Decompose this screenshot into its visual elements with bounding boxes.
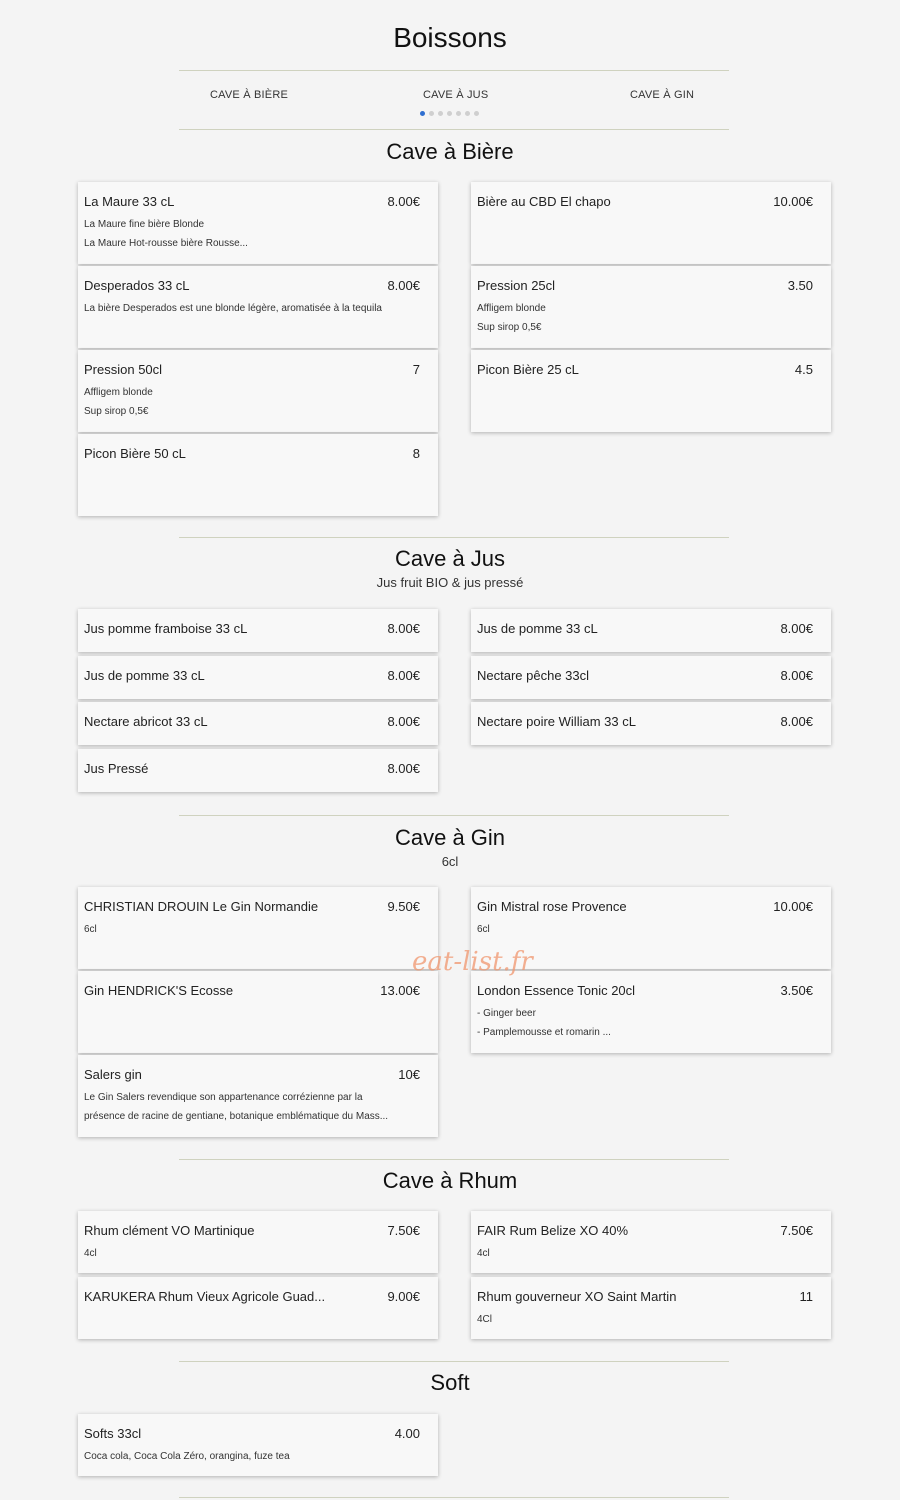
item-description: [477, 1310, 817, 1329]
carousel-dot[interactable]: [456, 111, 461, 116]
item-name: Pression 50cl: [84, 362, 163, 377]
menu-item-card[interactable]: [78, 182, 438, 264]
item-name: Gin HENDRICK'S Ecosse: [84, 983, 234, 998]
item-description: [84, 1244, 424, 1263]
menu-item-card[interactable]: [78, 609, 438, 652]
item-price: 7.50€: [780, 1223, 813, 1238]
item-price: 8.00€: [387, 278, 420, 293]
menu-item-card[interactable]: [78, 266, 438, 348]
section-subtitle-gin: 6cl: [441, 854, 459, 869]
menu-item-card[interactable]: [78, 971, 438, 1053]
menu-item-card[interactable]: [471, 971, 831, 1053]
item-price: 9.50€: [387, 899, 420, 914]
menu-item-card[interactable]: [78, 887, 438, 969]
item-name: Rhum clément VO Martinique: [84, 1223, 255, 1238]
item-price: 13.00€: [380, 983, 420, 998]
item-name: London Essence Tonic 20cl: [477, 983, 636, 998]
item-description-line: Sup sirop 0,5€: [84, 406, 149, 417]
menu-item-card[interactable]: [471, 266, 831, 348]
item-price: 8.00€: [387, 621, 420, 636]
item-price: 8.00€: [387, 714, 420, 729]
section-title-gin: Cave à Gin: [394, 825, 506, 850]
item-name: Jus de pomme 33 cL: [84, 668, 205, 683]
item-name: Pression 25cl: [477, 278, 556, 293]
item-description: [84, 383, 424, 421]
item-description: [477, 299, 817, 337]
item-description-line: Coca cola, Coca Cola Zéro, orangina, fuze tea: [84, 1451, 290, 1462]
item-price: 4.00: [394, 1426, 420, 1441]
item-name: Picon Bière 25 cL: [477, 362, 579, 377]
menu-item-card[interactable]: [471, 182, 831, 264]
item-name: Nectare abricot 33 cL: [84, 714, 208, 729]
item-price: 8.00€: [780, 668, 813, 683]
divider: [179, 815, 729, 816]
carousel-dot[interactable]: [447, 111, 452, 116]
item-description-line: La Maure Hot-rousse bière Rousse...: [84, 238, 248, 249]
item-description-line: - Pamplemousse et romarin ...: [477, 1027, 611, 1038]
item-price: 8.00€: [387, 668, 420, 683]
item-price: 7: [412, 362, 420, 377]
menu-item-card[interactable]: [78, 434, 438, 516]
item-price: 3.50: [787, 278, 813, 293]
menu-item-card[interactable]: [78, 749, 438, 792]
category-tabs: [0, 89, 900, 105]
item-description-line: présence de racine de gentiane, botanique emblématique du Mass...: [84, 1111, 389, 1122]
menu-item-card[interactable]: [471, 609, 831, 652]
item-description: [84, 1447, 424, 1466]
item-description-line: 4Cl: [477, 1314, 493, 1325]
item-description-line: La Maure fine bière Blonde: [84, 219, 205, 230]
menu-item-card[interactable]: [78, 1055, 438, 1137]
item-description: [84, 299, 424, 318]
divider: [179, 1497, 729, 1498]
divider: [179, 1361, 729, 1362]
menu-item-card[interactable]: [471, 1211, 831, 1273]
menu-item-card[interactable]: [78, 1211, 438, 1273]
menu-item-card[interactable]: [78, 702, 438, 745]
item-description: [477, 1244, 817, 1263]
menu-item-card[interactable]: [78, 1277, 438, 1339]
item-price: 7.50€: [387, 1223, 420, 1238]
divider: [179, 537, 729, 538]
item-name: Jus pomme framboise 33 cL: [84, 621, 248, 636]
item-name: Jus de pomme 33 cL: [477, 621, 598, 636]
item-name: La Maure 33 cL: [84, 194, 175, 209]
item-price: 10.00€: [773, 899, 813, 914]
item-name: Rhum gouverneur XO Saint Martin: [477, 1289, 677, 1304]
tab-cave-a-biere[interactable]: CAVE À BIÈRE: [210, 89, 288, 101]
section-subtitle-jus: Jus fruit BIO & jus pressé: [376, 575, 524, 590]
item-name: Picon Bière 50 cL: [84, 446, 186, 461]
divider: [179, 129, 729, 130]
item-name: KARUKERA Rhum Vieux Agricole Guad...: [84, 1289, 326, 1304]
item-price: 8.00€: [780, 621, 813, 636]
item-name: Desperados 33 cL: [84, 278, 190, 293]
item-description-line: 6cl: [84, 924, 97, 935]
menu-item-card[interactable]: [471, 1277, 831, 1339]
menu-item-card[interactable]: [78, 1414, 438, 1476]
item-price: 10.00€: [773, 194, 813, 209]
menu-item-card[interactable]: [471, 887, 831, 969]
section-title-jus: Cave à Jus: [394, 546, 506, 571]
item-description: [477, 1004, 817, 1042]
carousel-dots: [420, 111, 479, 117]
item-description-line: 4cl: [84, 1248, 97, 1259]
item-description-line: Le Gin Salers revendique son appartenance corrézienne par la: [84, 1092, 363, 1103]
item-name: Softs 33cl: [84, 1426, 142, 1441]
item-name: Nectare poire William 33 cL: [477, 714, 636, 729]
menu-item-card[interactable]: [471, 350, 831, 432]
item-name: Gin Mistral rose Provence: [477, 899, 627, 914]
item-description-line: - Ginger beer: [477, 1008, 536, 1019]
item-name: Bière au CBD El chapo: [477, 194, 611, 209]
item-name: FAIR Rum Belize XO 40%: [477, 1223, 628, 1238]
carousel-dot[interactable]: [420, 111, 425, 116]
item-description: [84, 920, 424, 939]
item-description: [84, 215, 424, 253]
item-price: 9.00€: [387, 1289, 420, 1304]
divider: [179, 1159, 729, 1160]
item-description-line: 4cl: [477, 1248, 490, 1259]
menu-item-card[interactable]: [78, 656, 438, 699]
page-title: Boissons: [393, 22, 507, 53]
divider: [179, 70, 729, 71]
menu-item-card[interactable]: [78, 350, 438, 432]
section-title-biere: Cave à Bière: [386, 139, 514, 164]
carousel-dot[interactable]: [438, 111, 443, 116]
item-price: 8.00€: [387, 194, 420, 209]
item-name: Salers gin: [84, 1067, 142, 1082]
carousel-dot[interactable]: [465, 111, 470, 116]
item-description-line: Sup sirop 0,5€: [477, 322, 542, 333]
carousel-dot[interactable]: [429, 111, 434, 116]
item-name: Jus Pressé: [84, 761, 149, 776]
item-description-line: Affligem blonde: [84, 387, 153, 398]
item-price: 8.00€: [780, 714, 813, 729]
menu-item-card[interactable]: [471, 656, 831, 699]
watermark: eat-list.fr: [412, 947, 533, 977]
tab-cave-a-gin[interactable]: CAVE À GIN: [630, 89, 695, 101]
menu-item-card[interactable]: [471, 702, 831, 745]
item-name: Nectare pêche 33cl: [477, 668, 590, 683]
item-price: 8.00€: [387, 761, 420, 776]
carousel-dot[interactable]: [474, 111, 479, 116]
section-title-rhum: Cave à Rhum: [382, 1168, 518, 1193]
item-price: 10€: [398, 1067, 420, 1082]
item-price: 8: [412, 446, 420, 461]
item-price: 3.50€: [780, 983, 813, 998]
tab-cave-a-jus[interactable]: CAVE À JUS: [423, 89, 489, 101]
item-description-line: Affligem blonde: [477, 303, 546, 314]
item-description: [84, 1088, 424, 1126]
section-title-soft: Soft: [430, 1370, 470, 1395]
item-price: 11: [799, 1289, 813, 1304]
item-description-line: 6cl: [477, 924, 490, 935]
item-description: [477, 920, 817, 939]
item-name: CHRISTIAN DROUIN Le Gin Normandie: [84, 899, 319, 914]
item-description-line: La bière Desperados est une blonde légère, aromatisée à la tequila: [84, 303, 382, 314]
item-price: 4.5: [794, 362, 813, 377]
